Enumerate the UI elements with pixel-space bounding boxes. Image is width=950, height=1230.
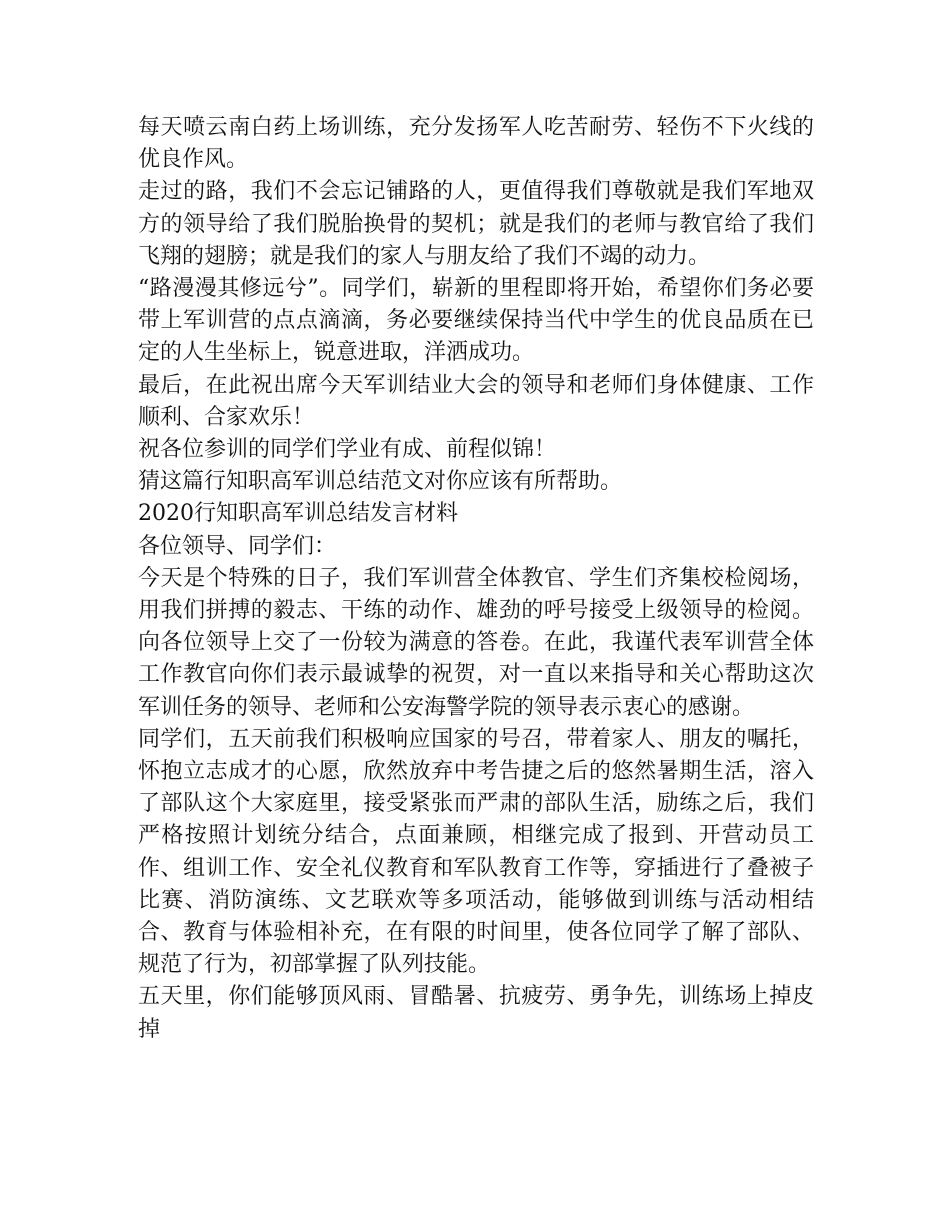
- document-body: [138, 112, 814, 1046]
- paragraph-11: 五天里，你们能够顶风雨、冒酷暑、抗疲劳、勇争先，训练场上掉皮掉: [138, 984, 814, 1042]
- paragraph-1: 每天喷云南白药上场训练，充分发扬军人吃苦耐劳、轻伤不下火线的优良作风。: [138, 115, 814, 173]
- salutation: 各位领导、同学们：: [138, 533, 337, 559]
- paragraph-4: 最后，在此祝出席今天军训结业大会的领导和老师们身体健康、工作顺利、合家欢乐！: [138, 372, 814, 430]
- paragraph-5: 祝各位参训的同学们学业有成、前程似锦！: [138, 437, 557, 463]
- paragraph-3: “路漫漫其修远兮”。同学们，崭新的里程即将开始，希望你们务必要带上军训营的点点滴滴，务必要继续保持当代中学生的优良品质在已定的人生坐标上，锐意进取，洋洒成功。: [138, 276, 814, 366]
- paragraph-10: 同学们，五天前我们积极响应国家的号召，带着家人、朋友的嘱托，怀抱立志成才的心愿，欣然放弃中考告捷之后的悠然暑期生活，溶入了部队这个大家庭里，接受紧张而严肃的部队生活，励练之后，我们严格按照计划统分结合，点面兼顾，相继完成了报到、开营动员工作、组训工作、安全礼仪教育和军队教育工作等，穿插进行了叠被子比赛、消防演练、文艺联欢等多项活动，能够做到训练与活动相结合、教育与体验相补充，在有限的时间里，使各位同学了解了部队、规范了行为，初部掌握了队列技能。: [138, 726, 814, 978]
- section-title: 2020行知职高军训总结发言材料: [138, 501, 458, 527]
- paragraph-9: 今天是个特殊的日子，我们军训营全体教官、学生们齐集校检阅场，用我们拼搏的毅志、干练的动作、雄劲的呼号接受上级领导的检阅。向各位领导上交了一份较为满意的答卷。在此，我谨代表军训营全体工作教官向你们表示最诚挚的祝贺，对一直以来指导和关心帮助这次军训任务的领导、老师和公安海警学院的领导表示衷心的感谢。: [138, 565, 814, 720]
- paragraph-6: 猜这篇行知职高军训总结范文对你应该有所帮助。: [138, 469, 623, 495]
- paragraph-2: 走过的路，我们不会忘记铺路的人，更值得我们尊敬就是我们军地双方的领导给了我们脱胎换骨的契机；就是我们的老师与教官给了我们飞翔的翅膀；就是我们的家人与朋友给了我们不竭的动力。: [138, 179, 814, 269]
